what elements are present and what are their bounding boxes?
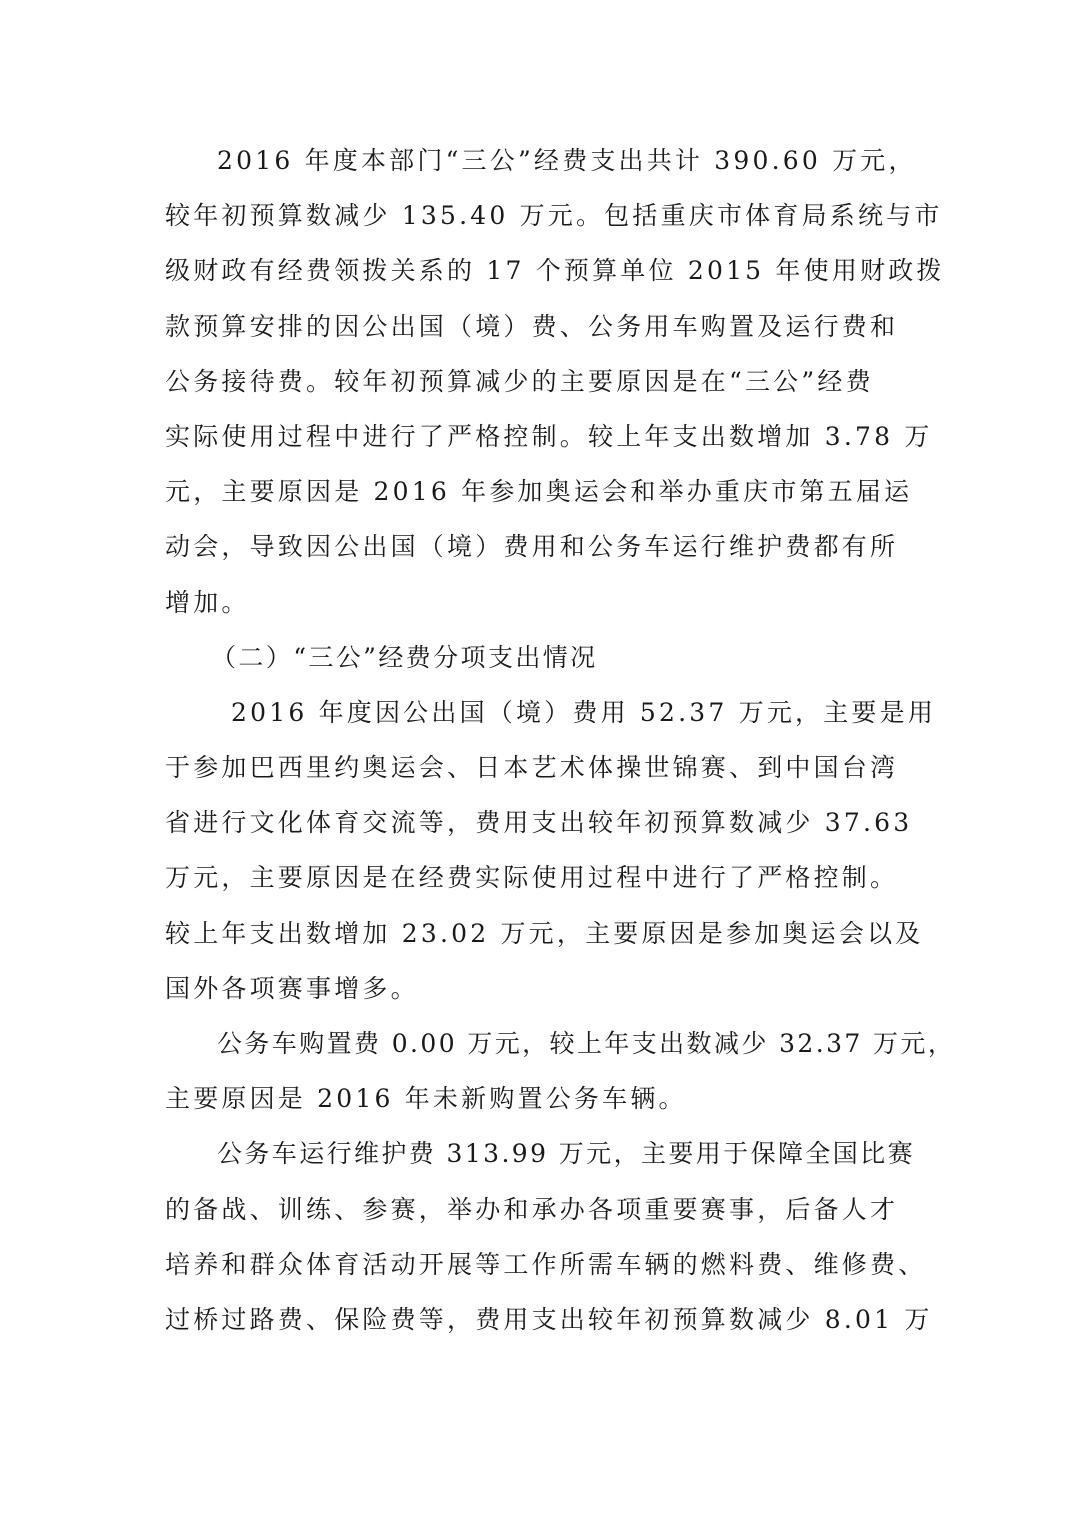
document-page [165,138,956,1352]
text-line: 实际使用过程中进行了严格控制。较上年支出数增加 3.78 万 [165,421,933,451]
text-line: 增加。 [165,587,250,617]
text-line: 培养和群众体育活动开展等工作所需车辆的燃料费、维修费、 [165,1249,927,1279]
section-heading [165,635,925,690]
text-line: 国外各项赛事增多。 [165,973,419,1003]
text-line: 级财政有经费领拨关系的 17 个预算单位 2015 年使用财政拨 [165,256,945,286]
text-line: 公务接待费。较年初预算减少的主要原因是在“三公”经费 [165,366,874,396]
text-line: 公务车购置费 0.00 万元，较上年支出数减少 32.37 万元， [217,1029,956,1058]
text-line: 的备战、训练、参赛，举办和承办各项重要赛事，后备人才 [165,1194,899,1224]
text-line: 过桥过路费、保险费等，费用支出较年初预算数减少 8.01 万 [165,1304,933,1334]
paragraph-overseas-travel [165,690,937,1021]
text-line: 元，主要原因是 2016 年参加奥运会和举办重庆市第五届运 [165,477,913,507]
heading-line: （二）“三公”经费分项支出情况 [211,642,598,672]
text-line: 万元，主要原因是在经费实际使用过程中进行了严格控制。 [165,863,899,893]
text-line: 较年初预算数减少 135.40 万元。包括重庆市体育局系统与市 [165,201,943,231]
text-line: 2016 年度本部门“三公”经费支出共计 390.60 万元， [217,146,917,175]
text-line: 动会，导致因公出国（境）费用和公务车运行维护费都有所 [165,532,899,562]
text-line: 主要原因是 2016 年未新购置公务车辆。 [165,1084,687,1114]
text-line: 2016 年度因公出国（境）费用 52.37 万元，主要是用 [231,697,937,727]
paragraph-summary [165,138,945,635]
paragraph-vehicle-operation [165,1131,933,1352]
text-line: 公务车运行维护费 313.99 万元，主要用于保障全国比赛 [217,1139,915,1169]
text-line: 款预算安排的因公出国（境）费、公务用车购置及运行费和 [165,311,899,341]
text-line: 较上年支出数增加 23.02 万元，主要原因是参加奥运会以及 [165,918,924,948]
text-line: 省进行文化体育交流等，费用支出较年初预算数减少 37.63 [165,808,913,838]
paragraph-vehicle-purchase [165,1021,956,1131]
text-line: 于参加巴西里约奥运会、日本艺术体操世锦赛、到中国台湾 [165,753,899,783]
